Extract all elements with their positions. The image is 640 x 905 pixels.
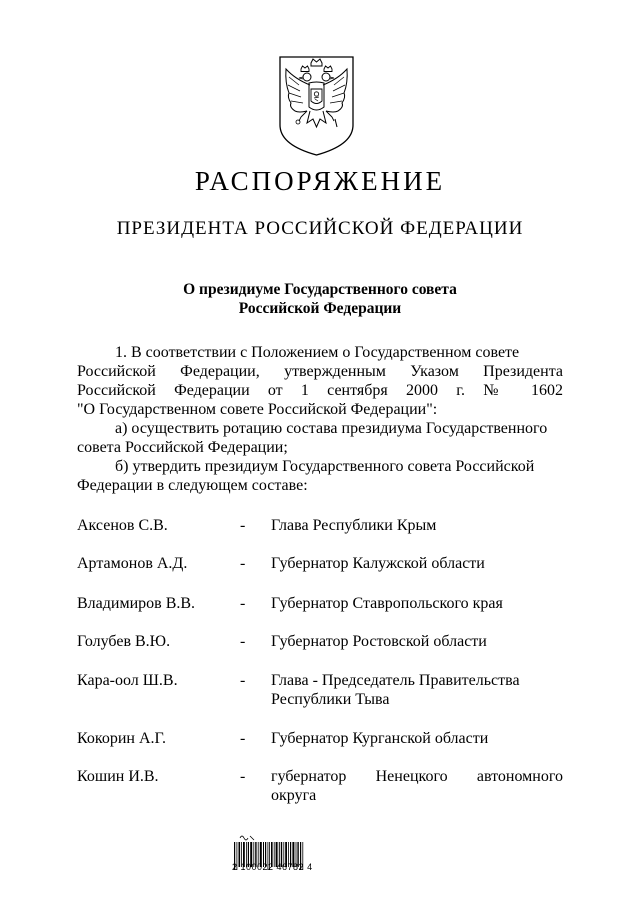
- position-line: Республики Тыва: [271, 691, 390, 708]
- position-line: округа: [271, 787, 317, 804]
- paragraph-line: б) утвердить президиум Государственного совета Российской: [115, 458, 535, 475]
- position-line: Глава Республики Крым: [271, 517, 437, 534]
- member-name: Голубев В.Ю.: [77, 633, 171, 650]
- barcode-number: 2 100022 46782 4: [232, 862, 313, 872]
- document-heading: [0, 280, 640, 318]
- paragraph-line: 1. В соответствии с Положением о Государственном совете: [115, 344, 520, 361]
- position-line: Губернатор Калужской области: [271, 555, 485, 572]
- paragraph-line: "О Государственном совете Российской Федерации":: [77, 401, 438, 418]
- member-position: [271, 516, 563, 535]
- member-position: [271, 594, 563, 613]
- heading-line: Российской Федерации: [238, 300, 402, 317]
- coat-of-arms-emblem: [277, 55, 356, 157]
- member-dash: -: [240, 672, 246, 689]
- position-line: Губернатор Курганской области: [271, 730, 489, 747]
- member-dash: -: [240, 595, 246, 612]
- document-subtitle: ПРЕЗИДЕНТА РОССИЙСКОЙ ФЕДЕРАЦИИ: [116, 218, 524, 239]
- paragraph-line: совета Российской Федерации;: [77, 439, 288, 456]
- heading-line: О президиуме Государственного совета: [183, 281, 457, 298]
- paragraph-line: Российской Федерации, утвержденным Указом Президента: [77, 363, 563, 380]
- paragraph-line: Российской Федерации от 1 сентября 2000 г. № 1602: [77, 382, 563, 399]
- member-name: Аксенов С.В.: [77, 517, 168, 534]
- document-title: РАСПОРЯЖЕНИЕ: [194, 166, 446, 196]
- member-dash: -: [240, 517, 246, 534]
- member-position: [271, 632, 563, 651]
- position-line: Губернатор Ставропольского края: [271, 595, 503, 612]
- member-dash: -: [240, 555, 246, 572]
- member-name: Артамонов А.Д.: [77, 555, 188, 572]
- document-body: [77, 343, 563, 495]
- position-line: губернатор Ненецкого автономного: [271, 768, 563, 785]
- member-name: Кошин И.В.: [77, 768, 159, 785]
- position-line: Губернатор Ростовской области: [271, 633, 487, 650]
- barcode-image: [232, 822, 308, 886]
- member-name: Кара-оол Ш.В.: [77, 672, 178, 689]
- member-position: [271, 767, 563, 805]
- member-dash: -: [240, 633, 246, 650]
- member-dash: -: [240, 768, 246, 785]
- member-position: [271, 554, 563, 573]
- paragraph-line: а) осуществить ротацию состава президиума Государственного: [115, 420, 548, 437]
- position-line: Глава - Председатель Правительства: [271, 672, 520, 689]
- member-position: [271, 671, 563, 709]
- paragraph-line: Федерации в следующем составе:: [77, 477, 308, 494]
- member-position: [271, 729, 563, 748]
- member-dash: -: [240, 730, 246, 747]
- member-name: Владимиров В.В.: [77, 595, 196, 612]
- member-name: Кокорин А.Г.: [77, 730, 166, 747]
